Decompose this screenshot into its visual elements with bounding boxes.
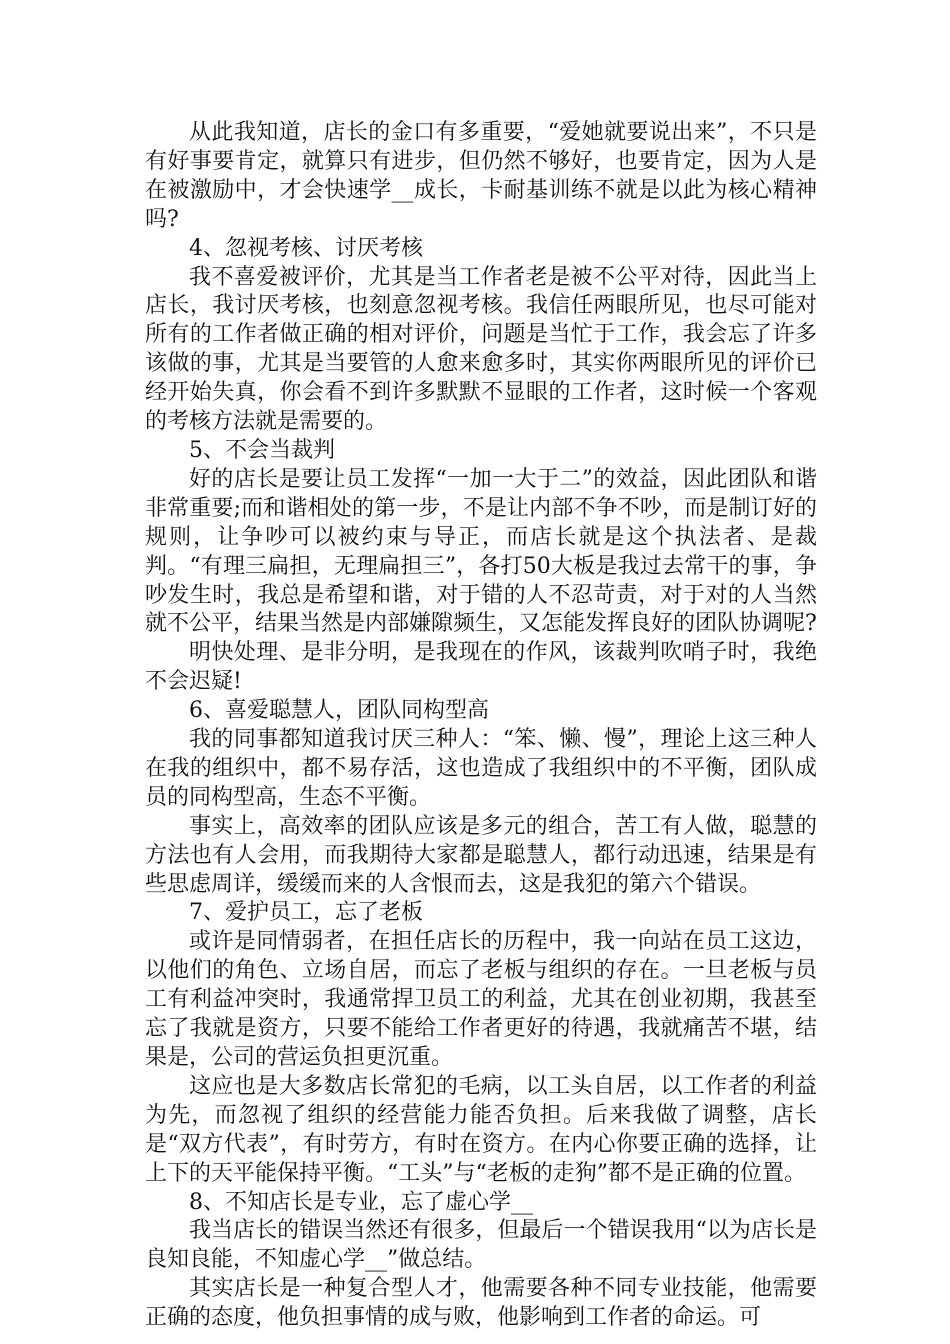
section-heading-6: 6、喜爱聪慧人，团队同构型高 xyxy=(189,698,489,724)
paragraph-decisive: 明快处理、是非分明，是我现在的作风，该裁判吹哨子时，我绝不会迟疑! xyxy=(145,640,817,695)
paragraph-referee: 好的店长是要让员工发挥“一加一大于二”的效益，因此团队和谐非常重要;而和谐相处的第一步，不是让内部不争不吵，而是制订好的规则，让争吵可以被约束与导正，而店长就是这个执法者、是裁判。“有理三扁担，无理扁担三”，各打50大板是我过去常干的事，争吵发生时，我总是希望和谐，对于错的人不忍苛责，对于对的人当然就不公平，结果当然是内部嫌隙频生，又怎能发挥良好的团队协调呢? xyxy=(145,466,817,637)
document-page xyxy=(145,119,817,1333)
paragraph-evaluation: 我不喜爱被评价，尤其是当工作者老是被不公平对待，因此当上店长，我讨厌考核，也刻意忽视考核。我信任两眼所见，也尽可能对所有的工作者做正确的相对评价，问题是当忙于工作，我会忘了许多该做的事，尤其是当要管的人愈来愈多时，其实你两眼所见的评价已经开始失真，你会看不到许多默默不显眼的工作者，这时候一个客观的考核方法就是需要的。 xyxy=(145,264,817,435)
section-heading-5: 5、不会当裁判 xyxy=(189,437,335,463)
section-heading-7: 7、爱护员工，忘了老板 xyxy=(189,900,423,926)
paragraph-summary: 我当店长的错误当然还有很多，但最后一个错误我用“以为店长是良知良能，不知虚心学__”做总结。 xyxy=(145,1218,817,1273)
paragraph-balance: 这应也是大多数店长常犯的毛病，以工头自居，以工作者的利益为先，而忽视了组织的经营能力能否负担。后来我做了调整，店长是“双方代表”，有时劳方，有时在资方。在内心你要正确的选择，让上下的天平能保持平衡。“工头”与“老板的走狗”都不是正确的位置。 xyxy=(145,1073,817,1186)
paragraph-diverse-team: 事实上，高效率的团队应该是多元的组合，苦工有人做，聪慧的方法也有人会用，而我期待大家都是聪慧人，都行动迅速，结果是有些思虑周详，缓缓而来的人含恨而去，这是我犯的第六个错误。 xyxy=(145,813,817,897)
paragraph-employees: 或许是同情弱者，在担任店长的历程中，我一向站在员工这边，以他们的角色、立场自居，而忘了老板与组织的存在。一旦老板与员工有利益冲突时，我通常捍卫员工的利益，尤其在创业初期，我甚至忘了我就是资方，只要不能给工作者更好的待遇，我就痛苦不堪，结果是，公司的营运负担更沉重。 xyxy=(145,929,817,1070)
paragraph-three-types: 我的同事都知道我讨厌三种人：“笨、懒、慢”，理论上这三种人在我的组织中，都不易存活，这也造成了我组织中的不平衡，团队成员的同构型高，生态不平衡。 xyxy=(145,727,817,810)
section-heading-4: 4、忽视考核、讨厌考核 xyxy=(189,235,423,261)
section-heading-8: 8、不知店长是专业，忘了虚心学__ xyxy=(189,1189,533,1215)
paragraph-praise: 从此我知道，店长的金口有多重要，“爱她就要说出来”，不只是有好事要肯定，就算只有进步，但仍然不够好，也要肯定，因为人是在被激励中，才会快速学__成长，卡耐基训练不就是以此为核心精神吗? xyxy=(145,120,817,232)
paragraph-composite-talent: 其实店长是一种复合型人才，他需要各种不同专业技能，他需要正确的态度，他负担事情的成与败，他影响到工作者的命运。可 xyxy=(145,1276,817,1331)
